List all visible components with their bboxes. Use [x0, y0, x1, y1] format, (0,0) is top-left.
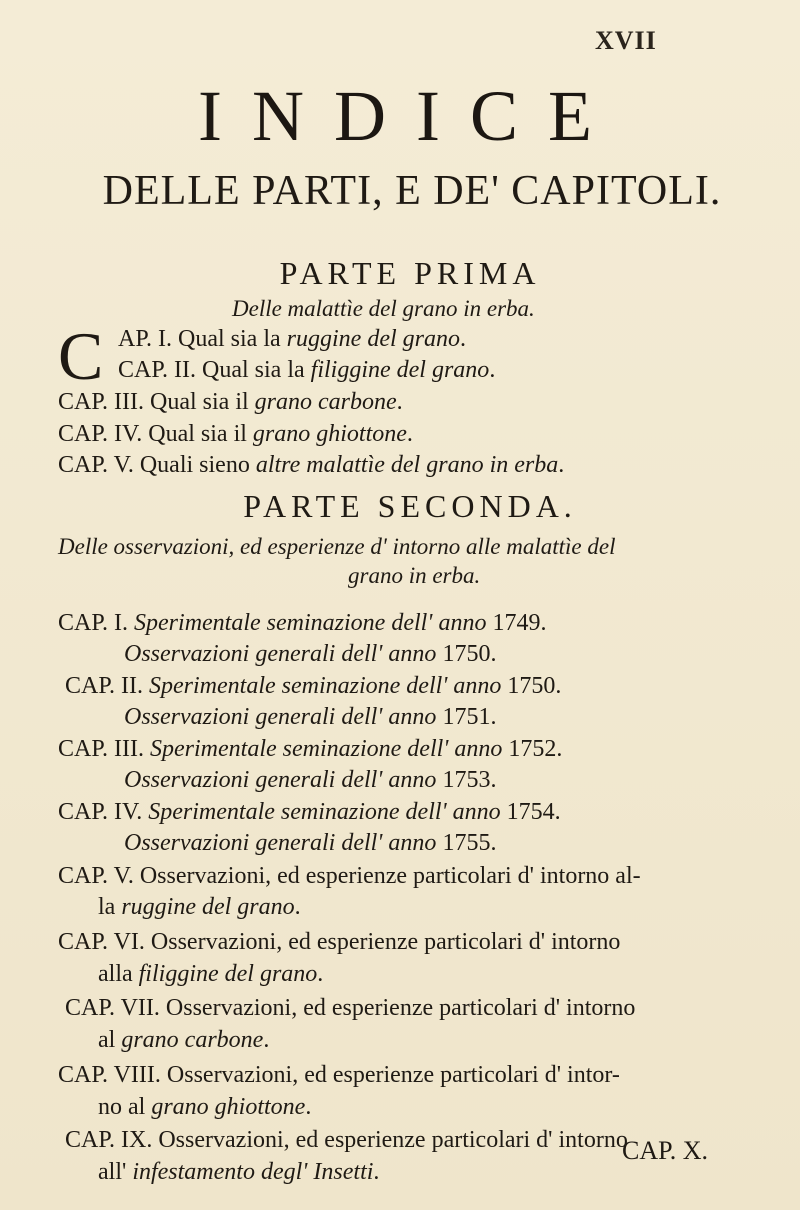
index-title: INDICE: [198, 76, 622, 156]
part2-line-16: no al grano ghiottone.: [98, 1094, 312, 1120]
part1-chapter-2: CAP. II. Qual sia la filiggine del grano.: [118, 357, 496, 383]
part2-line-4: Osservazioni generali dell' anno 1751.: [124, 704, 497, 730]
part2-line-2: Osservazioni generali dell' anno 1750.: [124, 641, 497, 667]
part2-line-15: CAP. VIII. Osservazioni, ed esperienze particolari d' intor-: [58, 1062, 620, 1088]
part2-line-10: la ruggine del grano.: [98, 894, 301, 920]
part2-line-12: alla filiggine del grano.: [98, 961, 324, 987]
part2-line-3: CAP. II. Sperimentale seminazione dell' anno 1750.: [65, 673, 562, 699]
index-subtitle: DELLE PARTI, E DE' CAPITOLI.: [102, 168, 722, 214]
part2-line-6: Osservazioni generali dell' anno 1753.: [124, 767, 497, 793]
part2-line-18: all' infestamento degl' Insetti.: [98, 1159, 380, 1185]
part2-line-7: CAP. IV. Sperimentale seminazione dell' anno 1754.: [58, 799, 561, 825]
part2-line-17: CAP. IX. Osservazioni, ed esperienze particolari d' intorno: [65, 1127, 628, 1153]
part2-line-9: CAP. V. Osservazioni, ed esperienze particolari d' intorno al-: [58, 863, 641, 889]
page-number: XVII: [595, 26, 657, 55]
part2-line-14: al grano carbone.: [98, 1027, 270, 1053]
part2-line-5: CAP. III. Sperimentale seminazione dell' anno 1752.: [58, 736, 563, 762]
part2-line-1: CAP. I. Sperimentale seminazione dell' anno 1749.: [58, 610, 547, 636]
part1-chapter-5: CAP. V. Quali sieno altre malattìe del grano in erba.: [58, 452, 565, 478]
part2-line-8: Osservazioni generali dell' anno 1755.: [124, 830, 497, 856]
drop-cap: C: [58, 318, 104, 394]
part1-chapter-1: AP. I. Qual sia la ruggine del grano.: [118, 326, 466, 352]
part1-chapter-3: CAP. III. Qual sia il grano carbone.: [58, 389, 403, 415]
part2-heading: PARTE SECONDA.: [243, 488, 577, 524]
part2-line-13: CAP. VII. Osservazioni, ed esperienze particolari d' intorno: [65, 995, 636, 1021]
part1-subheading: Delle malattìe del grano in erba.: [232, 296, 535, 321]
part1-chapter-4: CAP. IV. Qual sia il grano ghiottone.: [58, 421, 413, 447]
part2-line-11: CAP. VI. Osservazioni, ed esperienze particolari d' intorno: [58, 929, 621, 955]
catchword: CAP. X.: [622, 1136, 708, 1165]
part2-subheading-line1: Delle osservazioni, ed esperienze d' intorno alle malattìe del: [58, 534, 616, 559]
part2-subheading-line2: grano in erba.: [348, 563, 481, 588]
part1-heading: PARTE PRIMA: [279, 255, 541, 291]
